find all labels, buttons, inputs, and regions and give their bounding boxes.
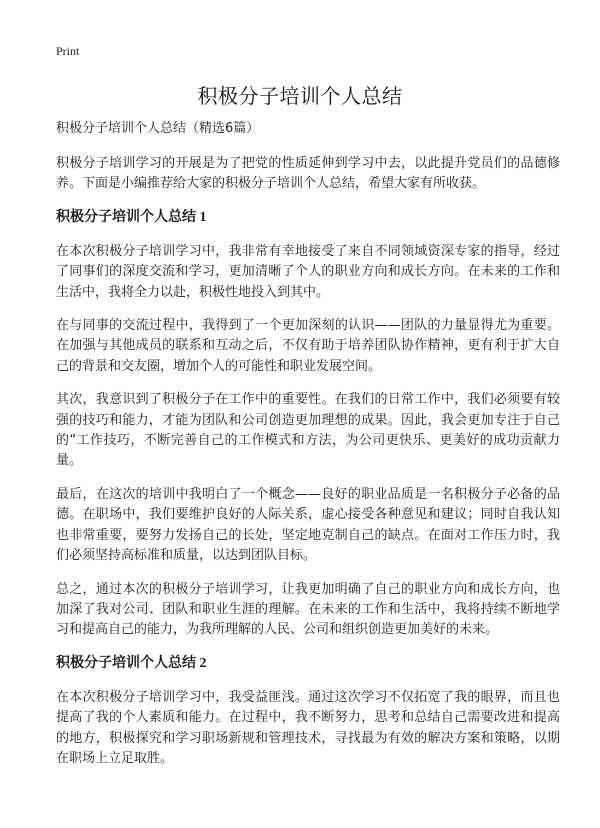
section-paragraph: 总之，通过本次的积极分子培训学习，让我更加明确了自己的职业方向和成长方向，也加深了我对公司、团队和职业生涯的理解。在未来的工作和生活中，我将持续不断地学习和提高自己的能力，为我所理解的人民、公司和组织创造更加美好的未来。 [56,581,560,638]
page-title: 积极分子培训个人总结 [197,84,403,108]
section-paragraph: 在本次积极分子培训学习中，我非常有幸地接受了来自不同领域资深专家的指导，经过了同事们的深度交流和学习，更加清晰了个人的职业方向和成长方向。在未来的工作和生活中，我将全力以赴，积极性地投入到其中。 [56,243,560,300]
document-subtitle: 积极分子培训个人总结（精选6篇） [56,121,260,136]
document-body [56,120,560,782]
print-link[interactable]: Print [56,44,80,58]
section-paragraph: 其次，我意识到了积极分子在工作中的重要性。在我们的日常工作中，我们必须要有较强的技巧和能力，才能为团队和公司创造更加理想的成果。因此，我会更加专注于自己的“工作技巧，不断完善自己的工作模式和方法，为公司更快乐、更美好的成功贡献力量。 [56,392,560,469]
section-heading: 积极分子培训个人总结 2 [56,655,207,671]
section-paragraph: 最后，在这次的培训中我明白了一个概念——良好的职业品质是一名积极分子必备的品德。在职场中，我们要维护良好的人际关系，虚心接受各种意见和建议；同时自我认知也非常重要，要努力发扬自己的长处，坚定地克制自己的缺点。在面对工作压力时，我们必须坚持高标准和质量，以达到团队目标。 [56,486,560,564]
section-heading: 积极分子培训个人总结 1 [56,209,207,225]
section-paragraph: 在本次积极分子培训学习中，我受益匪浅。通过这次学习不仅拓宽了我的眼界，而且也提高了我的个人素质和能力。在过程中，我不断努力，思考和总结自己需要改进和提高的地方，积极探究和学习职场新规和管理技术，寻找最为有效的解决方案和策略，以期在职场上立足取胜。 [56,689,560,766]
section-paragraph: 在与同事的交流过程中，我得到了一个更加深刻的认识——团队的力量显得尤为重要。在加强与其他成员的联系和互动之后，不仅有助于培养团队协作精神，更有利于扩大自己的背景和交友圈，增加个人的可能性和职业发展空间。 [56,318,560,374]
intro-paragraph: 积极分子培训学习的开展是为了把党的性质延伸到学习中去，以此提升党员们的品德修养。下面是小编推荐给大家的积极分子培训个人总结，希望大家有所收获。 [56,156,560,192]
